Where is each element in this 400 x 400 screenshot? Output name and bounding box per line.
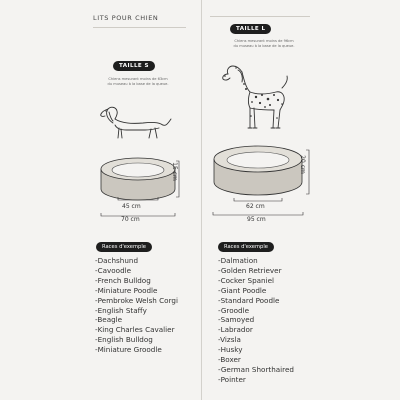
- small-height-bracket: [176, 161, 180, 197]
- large-breed-list: [218, 256, 294, 385]
- breed-item: -Standard Poodle: [218, 295, 280, 305]
- dachshund-illustration: [97, 103, 177, 147]
- large-inner-dim-line: [234, 198, 282, 202]
- large-breeds-title: Races d'exemple: [218, 242, 274, 252]
- breed-item: -Boxer: [218, 355, 241, 365]
- small-inner-dim-line: [118, 197, 158, 201]
- small-breeds-title: Races d'exemple: [96, 242, 152, 252]
- breed-item: -Pointer: [218, 374, 246, 384]
- breed-item: -Groodle: [218, 305, 249, 315]
- breed-item: -Beagle: [95, 315, 123, 325]
- breed-item: -Golden Retriever: [218, 265, 282, 275]
- breed-item: -German Shorthaired: [218, 364, 294, 374]
- large-header-line: [210, 16, 310, 17]
- size-s-description: Chiens mesurant moins de 63cm du museau à la base de la queue.: [107, 77, 169, 86]
- small-breed-list: [95, 256, 178, 355]
- breed-item: -Pembroke Welsh Corgi: [95, 295, 178, 305]
- breed-item: -Giant Poodle: [218, 285, 267, 295]
- breed-item: -Dachshund: [95, 256, 139, 265]
- large-inner-width-label: 62 cm: [246, 203, 265, 210]
- dalmatian-illustration: [220, 62, 290, 142]
- breed-item: -Miniature Poodle: [95, 285, 158, 295]
- breed-item: -English Staffy: [95, 305, 147, 315]
- page-title: LITS POUR CHIEN: [93, 14, 159, 22]
- breed-item: -Samoyed: [218, 315, 255, 325]
- size-l-description: Chiens mesurant moins de 96cm du museau à la base de la queue.: [233, 39, 295, 48]
- breed-item: -King Charles Cavalier: [95, 325, 175, 335]
- breed-item: -Cavoodle: [95, 265, 132, 275]
- large-bed-illustration: [211, 142, 305, 202]
- breed-item: -Dalmation: [218, 256, 258, 265]
- breed-item: -Cocker Spaniel: [218, 275, 275, 285]
- small-inner-width-label: 45 cm: [122, 203, 141, 210]
- breed-item: -Husky: [218, 345, 243, 355]
- small-outer-width-label: 70 cm: [121, 216, 140, 223]
- size-s-tag: TAILLE S: [113, 61, 155, 71]
- large-height-bracket: [306, 150, 310, 194]
- breed-item: -Labrador: [218, 325, 253, 335]
- size-l-tag: TAILLE L: [230, 24, 271, 34]
- large-height-label: 20 cm: [298, 155, 306, 174]
- breed-item: -Miniature Groodle: [95, 345, 162, 355]
- breed-item: -French Bulldog: [95, 275, 151, 285]
- breed-item: -Vizsla: [218, 335, 241, 345]
- large-outer-width-label: 95 cm: [247, 216, 266, 223]
- small-height-label: 15 cm: [170, 162, 178, 181]
- breed-item: -English Bulldog: [95, 335, 153, 345]
- column-divider: [201, 0, 202, 400]
- small-header-line: [93, 27, 186, 28]
